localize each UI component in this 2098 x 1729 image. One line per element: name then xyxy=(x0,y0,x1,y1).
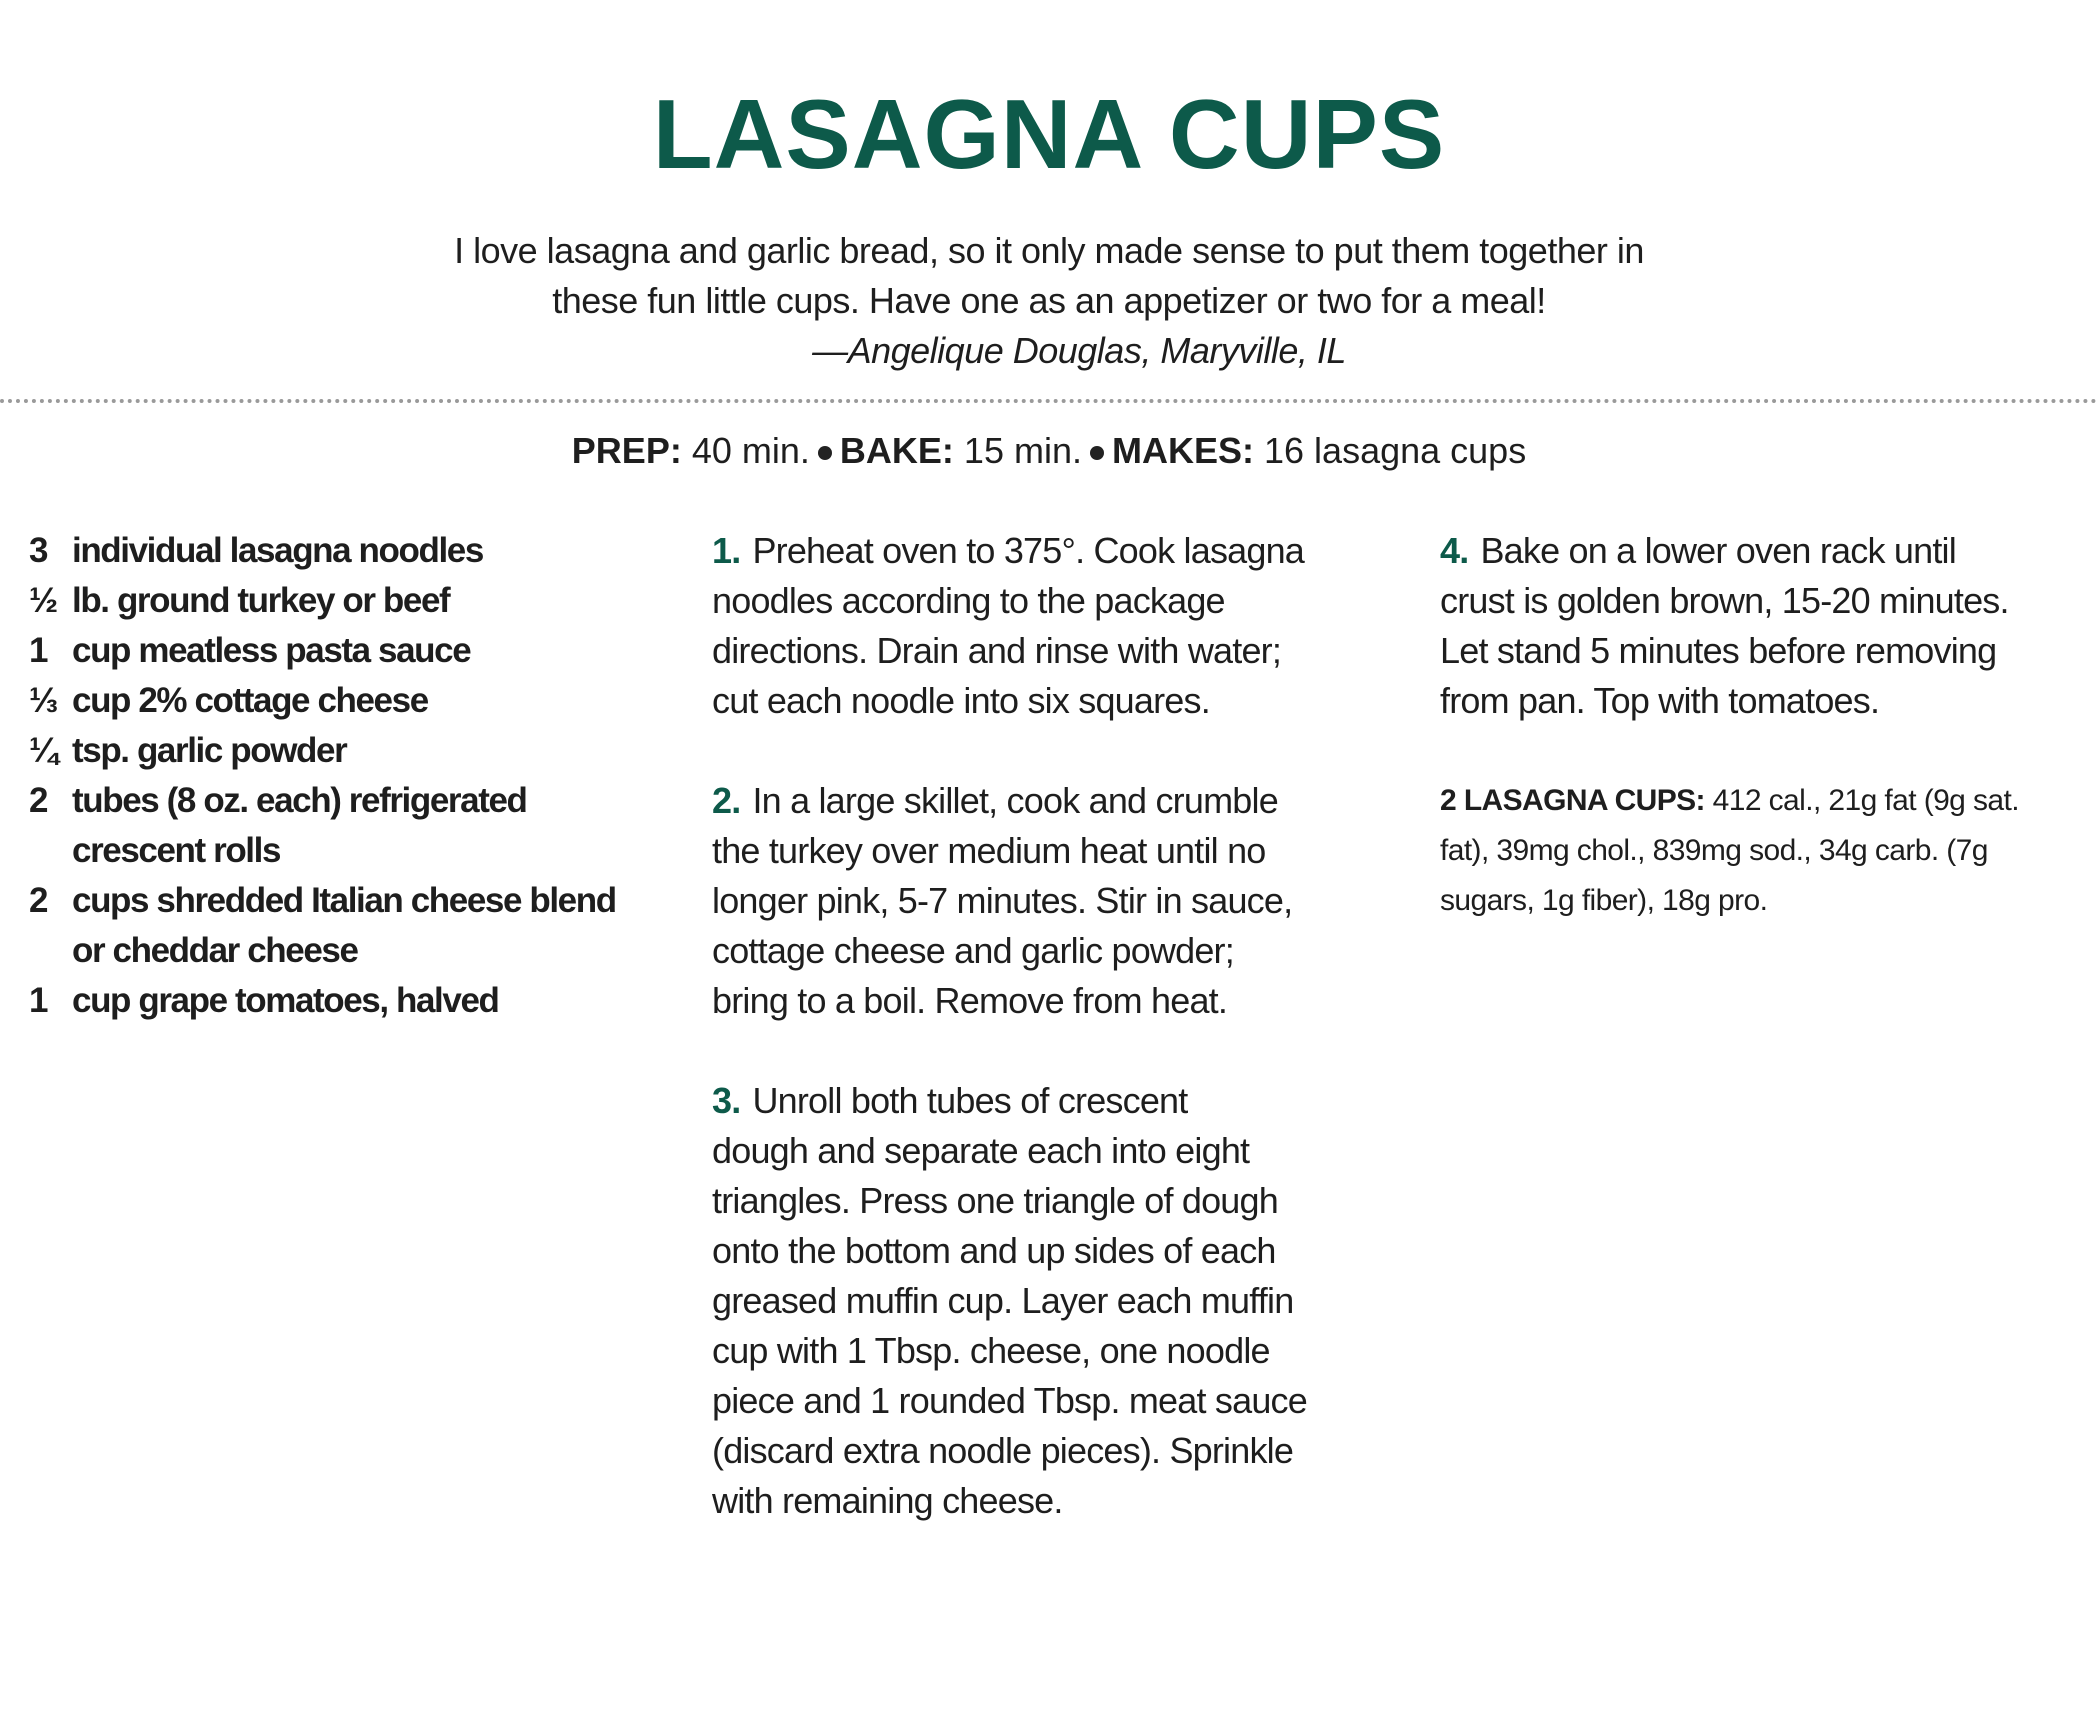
step-text: cup with 1 Tbsp. cheese, one noodle xyxy=(712,1330,1270,1371)
ingredient-line: cup meatless pasta sauce xyxy=(72,631,471,670)
step-text: directions. Drain and rinse with water; xyxy=(712,630,1282,671)
step-line xyxy=(712,1476,1412,1526)
step-number: 2. xyxy=(712,780,741,821)
steps-column-2 xyxy=(1440,526,2085,926)
step-line xyxy=(712,1326,1412,1376)
step-number: 4. xyxy=(1440,530,1469,571)
step-4 xyxy=(1440,526,2085,726)
step-line xyxy=(712,1126,1412,1176)
attribution: —Angelique Douglas, Maryville, IL xyxy=(812,330,1346,371)
step-text: cottage cheese and garlic powder; xyxy=(712,930,1234,971)
recipe-meta xyxy=(0,426,2098,476)
nutrition-label: 2 LASAGNA CUPS: xyxy=(1440,784,1705,817)
ingredient-text xyxy=(72,726,697,776)
ingredient-quantity: ½ xyxy=(29,581,57,620)
ingredient-item xyxy=(29,976,697,1026)
prep-value: 40 min. xyxy=(691,430,810,471)
ingredient-quantity: ⅓ xyxy=(29,681,57,720)
ingredient-quantity: ¼ xyxy=(29,731,57,770)
ingredient-line: cup 2% cottage cheese xyxy=(72,681,428,720)
step-line xyxy=(1440,626,2085,676)
ingredient-item xyxy=(29,526,697,576)
ingredient-quantity: 2 xyxy=(29,781,48,820)
step-2 xyxy=(712,776,1412,1026)
step-text: (discard extra noodle pieces). Sprinkle xyxy=(712,1430,1294,1471)
step-text: Preheat oven to 375°. Cook lasagna xyxy=(752,530,1305,571)
step-line xyxy=(712,526,1412,576)
ingredient-item xyxy=(29,726,697,776)
ingredient-item xyxy=(29,676,697,726)
step-text: Unroll both tubes of crescent xyxy=(752,1080,1188,1121)
step-line xyxy=(712,1176,1412,1226)
ingredient-text xyxy=(72,876,697,976)
prep-label: PREP: xyxy=(571,430,682,471)
step-text: greased muffin cup. Layer each muffin xyxy=(712,1280,1294,1321)
step-text: onto the bottom and up sides of each xyxy=(712,1230,1276,1271)
ingredient-quantity: 1 xyxy=(29,981,48,1020)
step-line xyxy=(712,926,1412,976)
step-text: bring to a boil. Remove from heat. xyxy=(712,980,1228,1021)
ingredient-quantity: 2 xyxy=(29,881,48,920)
step-text: crust is golden brown, 15-20 minutes. xyxy=(1440,580,2009,621)
step-text: cut each noodle into six squares. xyxy=(712,680,1210,721)
ingredients-list xyxy=(29,526,697,1026)
makes-value: 16 lasagna cups xyxy=(1264,430,1527,471)
ingredient-text xyxy=(72,676,697,726)
ingredient-line: lb. ground turkey or beef xyxy=(72,581,450,620)
step-text: In a large skillet, cook and crumble xyxy=(752,780,1278,821)
ingredient-text xyxy=(72,626,697,676)
step-line xyxy=(1440,576,2085,626)
step-number: 1. xyxy=(712,530,741,571)
ingredient-text xyxy=(72,526,697,576)
step-line xyxy=(712,626,1412,676)
step-text: Let stand 5 minutes before removing xyxy=(1440,630,1997,671)
step-text: with remaining cheese. xyxy=(712,1480,1063,1521)
step-text: the turkey over medium heat until no xyxy=(712,830,1266,871)
intro-line: these fun little cups. Have one as an appetizer or two for a meal! xyxy=(552,280,1546,321)
step-line xyxy=(712,826,1412,876)
step-text: piece and 1 rounded Tbsp. meat sauce xyxy=(712,1380,1307,1421)
step-line xyxy=(712,976,1412,1026)
ingredient-item xyxy=(29,876,697,976)
step-line xyxy=(712,576,1412,626)
step-line xyxy=(712,876,1412,926)
ingredient-line: tubes (8 oz. each) refrigerated xyxy=(72,781,527,820)
bake-label: BAKE: xyxy=(839,430,954,471)
ingredient-line: cup grape tomatoes, halved xyxy=(72,981,499,1020)
step-line xyxy=(712,1376,1412,1426)
recipe-title: LASAGNA CUPS xyxy=(652,79,1446,189)
step-line xyxy=(1440,676,2085,726)
nutrition-line: sugars, 1g fiber), 18g pro. xyxy=(1440,884,1768,917)
bullet-icon xyxy=(818,446,832,460)
step-line xyxy=(712,1226,1412,1276)
ingredient-text xyxy=(72,976,697,1026)
step-text: noodles according to the package xyxy=(712,580,1225,621)
step-text: longer pink, 5-7 minutes. Stir in sauce, xyxy=(712,880,1293,921)
step-text: dough and separate each into eight xyxy=(712,1130,1250,1171)
step-line xyxy=(1440,526,2085,576)
nutrition-facts xyxy=(1440,776,2085,926)
ingredient-text xyxy=(72,576,697,626)
intro-line: I love lasagna and garlic bread, so it only made sense to put them together in xyxy=(454,230,1644,271)
ingredient-line: cups shredded Italian cheese blend xyxy=(72,881,616,920)
nutrition-line: 412 cal., 21g fat (9g sat. xyxy=(1712,784,2019,817)
makes-label: MAKES: xyxy=(1111,430,1254,471)
step-line xyxy=(712,776,1412,826)
ingredient-line: individual lasagna noodles xyxy=(72,531,483,570)
dotted-divider xyxy=(0,399,2098,403)
step-line xyxy=(712,1276,1412,1326)
ingredient-item xyxy=(29,776,697,876)
ingredient-line: crescent rolls xyxy=(72,831,281,870)
step-text: from pan. Top with tomatoes. xyxy=(1440,680,1880,721)
step-number: 3. xyxy=(712,1080,741,1121)
bullet-icon xyxy=(1090,446,1104,460)
recipe-intro xyxy=(0,226,2098,376)
nutrition-line: fat), 39mg chol., 839mg sod., 34g carb. (7g xyxy=(1440,834,1988,867)
ingredient-quantity: 3 xyxy=(29,531,48,570)
step-1 xyxy=(712,526,1412,726)
bake-value: 15 min. xyxy=(963,430,1082,471)
ingredient-line: tsp. garlic powder xyxy=(72,731,347,770)
step-3 xyxy=(712,1076,1412,1526)
steps-column-1 xyxy=(712,526,1412,1576)
step-line xyxy=(712,1426,1412,1476)
step-line xyxy=(712,676,1412,726)
ingredient-line: or cheddar cheese xyxy=(72,931,358,970)
ingredient-quantity: 1 xyxy=(29,631,48,670)
step-text: triangles. Press one triangle of dough xyxy=(712,1180,1278,1221)
ingredient-text xyxy=(72,776,697,876)
ingredient-item xyxy=(29,576,697,626)
ingredient-item xyxy=(29,626,697,676)
step-line xyxy=(712,1076,1412,1126)
step-text: Bake on a lower oven rack until xyxy=(1480,530,1956,571)
